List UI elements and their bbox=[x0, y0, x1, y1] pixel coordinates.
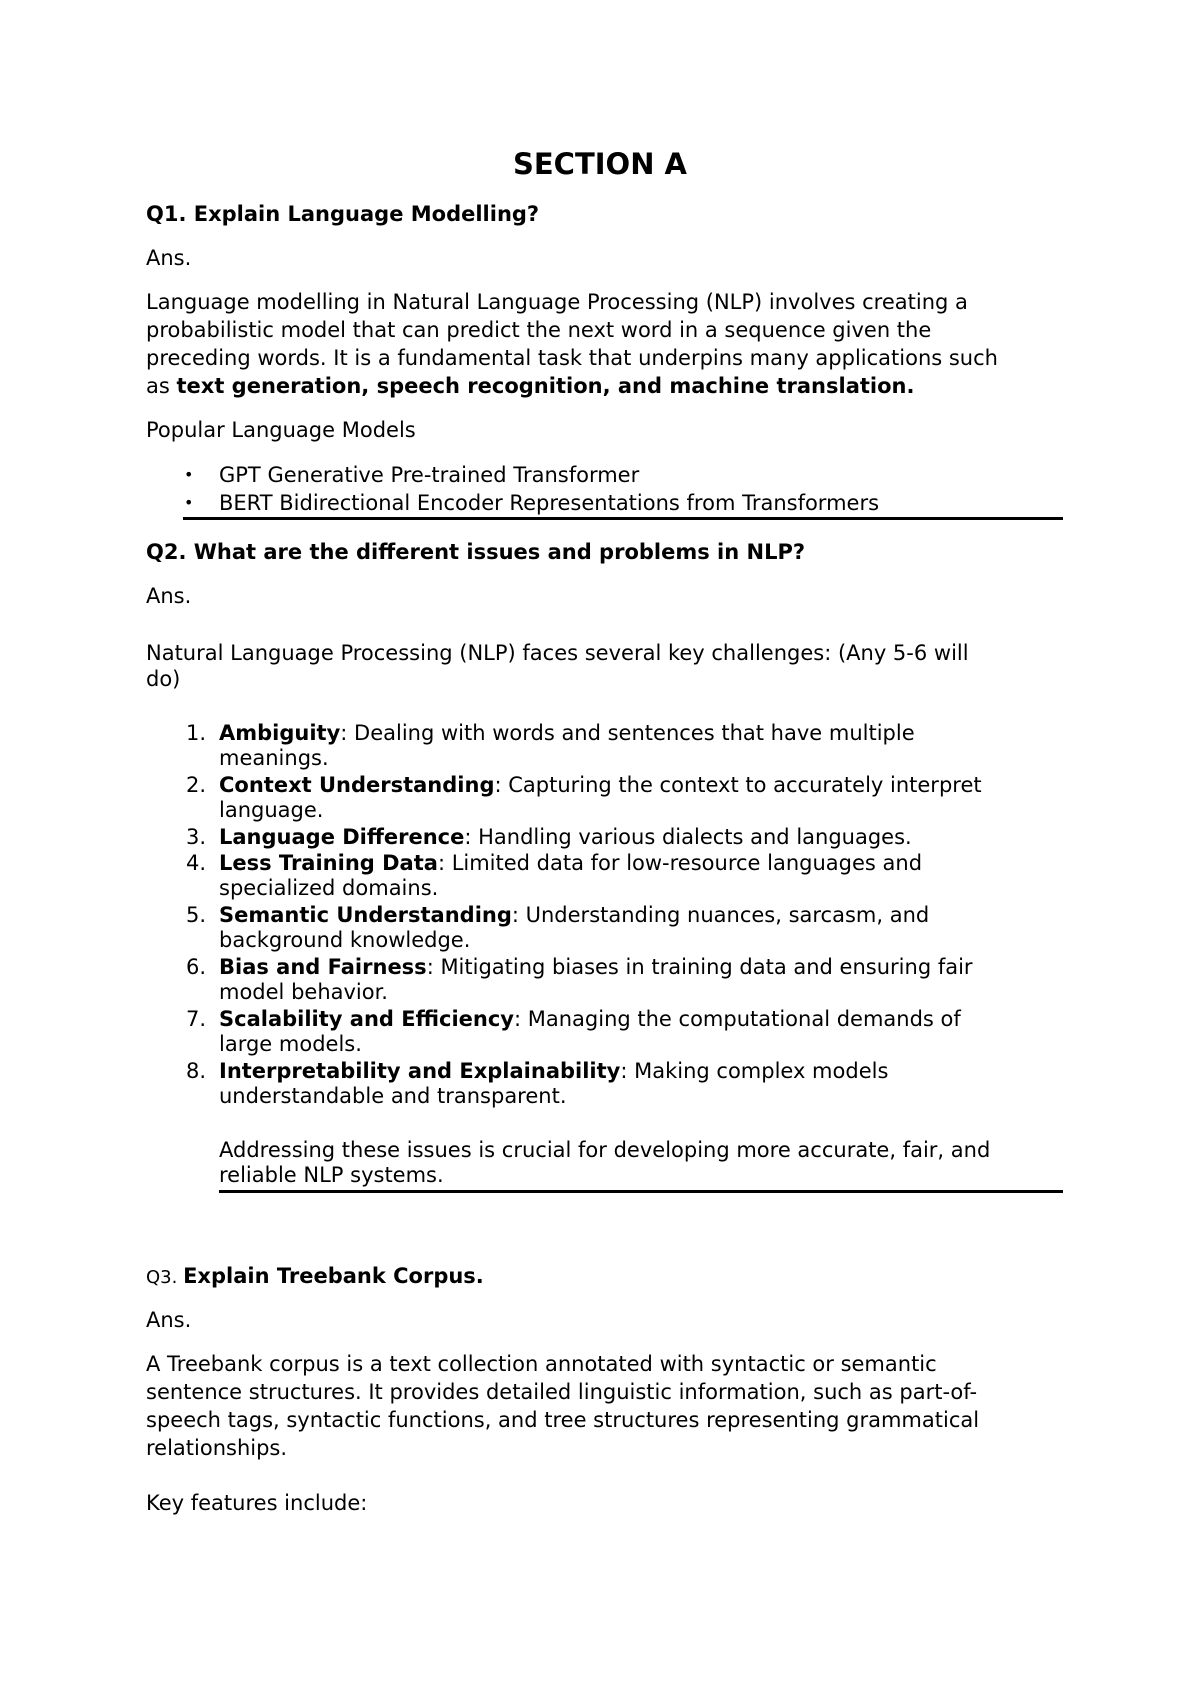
q1-para-line bbox=[146, 373, 914, 399]
issue-desc: : Managing the computational demands of bbox=[513, 1007, 961, 1031]
q2-closing-line: Addressing these issues is crucial for developing more accurate, fair, and bbox=[219, 1138, 991, 1162]
issue-desc: : Dealing with words and sentences that have multiple bbox=[340, 721, 915, 745]
issue-item bbox=[219, 772, 982, 798]
q1-para-prefix: as bbox=[146, 374, 177, 398]
issue-item bbox=[219, 902, 929, 928]
issue-item bbox=[219, 1058, 888, 1084]
divider-rule bbox=[219, 1190, 1063, 1193]
q3-title: Explain Treebank Corpus. bbox=[183, 1264, 484, 1288]
issue-item bbox=[219, 824, 912, 850]
issue-desc: : Making complex models bbox=[620, 1059, 889, 1083]
issue-number: 3. bbox=[185, 825, 206, 849]
q3-para-line: A Treebank corpus is a text collection annotated with syntactic or semantic bbox=[146, 1352, 937, 1376]
q3-para-line: relationships. bbox=[146, 1436, 288, 1460]
issue-desc: : Capturing the context to accurately interpret bbox=[494, 773, 982, 797]
issue-desc-cont: model behavior. bbox=[219, 980, 388, 1004]
q2-intro-line: do) bbox=[146, 667, 181, 691]
q2-closing-line: reliable NLP systems. bbox=[219, 1163, 444, 1187]
issue-desc: : Understanding nuances, sarcasm, and bbox=[511, 903, 930, 927]
issue-item bbox=[219, 954, 973, 980]
q2-intro-line: Natural Language Processing (NLP) faces several key challenges: (Any 5-6 will bbox=[146, 641, 969, 665]
issue-item bbox=[219, 720, 915, 746]
q2-ans-label: Ans. bbox=[146, 584, 192, 608]
issue-desc-cont: meanings. bbox=[219, 746, 329, 770]
q1-para-line: preceding words. It is a fundamental task that underpins many applications such bbox=[146, 346, 998, 370]
issue-number: 5. bbox=[185, 903, 206, 927]
q3-question bbox=[146, 1263, 484, 1291]
issue-term: Scalability and Efficiency bbox=[219, 1007, 514, 1031]
q1-para-line: Language modelling in Natural Language Processing (NLP) involves creating a bbox=[146, 290, 968, 314]
q3-para-line: speech tags, syntactic functions, and tree structures representing grammatical bbox=[146, 1408, 980, 1432]
q3-prefix: Q3. bbox=[146, 1267, 184, 1288]
issue-term: Less Training Data bbox=[219, 851, 438, 875]
issue-number: 2. bbox=[185, 773, 206, 797]
issue-number: 8. bbox=[185, 1059, 206, 1083]
q1-para-line: probabilistic model that can predict the next word in a sequence given the bbox=[146, 318, 932, 342]
q3-features-heading: Key features include: bbox=[146, 1491, 368, 1515]
issue-item bbox=[219, 850, 922, 876]
section-title: SECTION A bbox=[512, 147, 687, 181]
divider-rule bbox=[183, 517, 1063, 520]
q1-ans-label: Ans. bbox=[146, 246, 192, 270]
bullet-icon: • bbox=[184, 465, 194, 484]
issue-number: 6. bbox=[185, 955, 206, 979]
issue-desc-cont: background knowledge. bbox=[219, 928, 471, 952]
issue-desc-cont: understandable and transparent. bbox=[219, 1084, 567, 1108]
issue-term: Bias and Fairness bbox=[219, 955, 427, 979]
issue-number: 1. bbox=[185, 721, 206, 745]
issue-desc: : Mitigating biases in training data and ensuring fair bbox=[426, 955, 973, 979]
q1-model-item: BERT Bidirectional Encoder Representations from Transformers bbox=[219, 491, 880, 515]
q1-model-item: GPT Generative Pre-trained Transformer bbox=[219, 463, 640, 487]
issue-number: 7. bbox=[185, 1007, 206, 1031]
bullet-icon: • bbox=[184, 493, 194, 512]
issue-term: Language Difference bbox=[219, 825, 465, 849]
issue-number: 4. bbox=[185, 851, 206, 875]
issue-term: Context Understanding bbox=[219, 773, 495, 797]
issue-item bbox=[219, 1006, 961, 1032]
q1-para-bold: text generation, speech recognition, and machine translation. bbox=[176, 374, 915, 398]
issue-desc: : Handling various dialects and languages. bbox=[464, 825, 912, 849]
q2-question: Q2. What are the different issues and problems in NLP? bbox=[146, 540, 806, 564]
issue-term: Semantic Understanding bbox=[219, 903, 512, 927]
issue-term: Ambiguity bbox=[219, 721, 341, 745]
q3-ans-label: Ans. bbox=[146, 1308, 192, 1332]
issue-desc: : Limited data for low-resource languages and bbox=[437, 851, 923, 875]
issue-desc-cont: language. bbox=[219, 798, 324, 822]
q1-question: Q1. Explain Language Modelling? bbox=[146, 202, 540, 226]
q3-para-line: sentence structures. It provides detailed linguistic information, such as part-of- bbox=[146, 1380, 978, 1404]
issue-desc-cont: specialized domains. bbox=[219, 876, 439, 900]
issue-term: Interpretability and Explainability bbox=[219, 1059, 621, 1083]
q1-models-heading: Popular Language Models bbox=[146, 418, 416, 442]
issue-desc-cont: large models. bbox=[219, 1032, 362, 1056]
